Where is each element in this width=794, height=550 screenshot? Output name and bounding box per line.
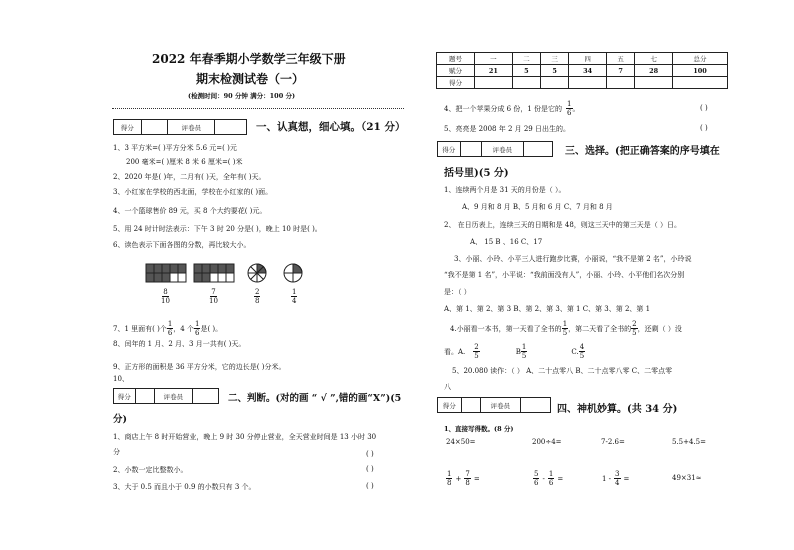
fraction-label-4: $\frac{1}{4}$ <box>292 288 297 305</box>
q10: 10、 <box>113 375 129 383</box>
calc-5: $\frac{1}{8}$ + $\frac{7}{8}$ = <box>447 470 480 487</box>
judge-q3-answer[interactable]: ( ) <box>366 482 374 490</box>
q3: 3、小红家在学校的西北面，学校在小红家的( )面。 <box>113 188 273 196</box>
grid-figure-2-shaded-cell <box>226 264 234 273</box>
judge-q5: 5、亮亮是 2008 年 2 月 29 日出生的。 <box>444 125 570 133</box>
reviewer-label: 评卷员 <box>168 120 215 134</box>
dotted-divider <box>112 108 404 109</box>
grid-figure-1-shaded-cell <box>162 273 170 282</box>
section-one-title: 一、认真想，细心填。（21 分） <box>256 121 406 133</box>
circle-figure-1 <box>248 264 266 282</box>
q9: 9、正方形的面积是 36 平方分米，它的边长是( )分米。 <box>113 363 286 371</box>
section-three-title-cont: 括号里)(5 分) <box>444 168 509 179</box>
grid-figure-1-shaded-cell <box>170 264 178 273</box>
score-table-de-row: 得分 <box>437 77 728 89</box>
q5: 5、用 24 时计时法表示：下午 3 时 20 分是( )，晚上 10 时是( )。 <box>113 225 322 233</box>
grid-figure-2-shaded-cell <box>194 273 202 282</box>
choice-q3-line-c: 是：（ ） <box>444 288 471 296</box>
choice-q1: 1、连续两个月是 31 天的月份是（ ）。 <box>444 186 566 194</box>
judge-q4: 4、把一个苹果分成 6 份，1 份是它的 $\frac{1}{6}$ 。 <box>444 100 580 117</box>
calc-6: $\frac{5}{6}$ - $\frac{1}{6}$ = <box>534 470 564 487</box>
choice-q2: 2、 在日历表上，连续三天的日期和是 48，则这三天中的第三天是（ ）日。 <box>444 221 682 229</box>
choice-q3-options: A、第 1、第 2、第 3 B、第 2、第 3、第 1 C、第 3、第 2、第 1 <box>444 305 651 313</box>
grid-figure-2-shaded-cell <box>202 264 210 273</box>
score-table <box>436 52 728 89</box>
choice-q5: 5、20.080 读作：（ ） A、二十点零八 B、二十点零八零 C、二零点零 <box>452 367 673 375</box>
score-table-header-row: 题号 一 二 三 四 五 七 总分 <box>437 53 728 65</box>
fraction-figures <box>144 262 324 286</box>
calc-4: 5.5+4.5= <box>672 438 706 446</box>
grid-figure-2-shaded-cell <box>218 264 226 273</box>
choice-q4: 4.小丽看一本书，第一天看了全书的 $\frac{1}{5}$ ，第二天看了全书的 $\frac{2}{5}$ ，还剩（ ）没 <box>450 320 682 337</box>
q2: 2、2020 年是( )年，二月有( )天，全年有( )天。 <box>113 173 266 181</box>
score-table-fu-row: 赋分 21 5 5 34 7 28 100 <box>437 65 728 77</box>
fraction-label-1: $\frac{8}{10}$ <box>161 288 170 305</box>
q7: 7、1 里面有( )个 $\frac{1}{6}$ ，4 个 $\frac{1}{6}$ 是( )。 <box>113 320 223 337</box>
exam-title: 2022 年春季期小学数学三年级下册 <box>152 52 346 66</box>
grid-figure-1-shaded-cell <box>146 273 154 282</box>
exam-info: (检测时间：90 分钟 满分：100 分) <box>188 92 296 100</box>
section-three-title: 三、选择。(把正确答案的序号填在 <box>565 146 720 157</box>
calc-2: 200÷4= <box>532 438 562 446</box>
grid-figure-1-shaded-cell <box>154 264 162 273</box>
section-four-title: 四、神机妙算。(共 34 分) <box>557 404 678 415</box>
grid-figure-2-shaded-cell <box>194 264 202 273</box>
choice-q1-options: A、9 月和 8 月 B、5 月和 6 月 C、7 月和 8 月 <box>462 203 613 211</box>
calc-7: 1 - $\frac{3}{4}$ = <box>602 470 630 487</box>
circle-figure-2 <box>284 264 302 282</box>
section-two-title-cont: 分) <box>113 414 127 425</box>
judge-q4-answer[interactable]: ( ) <box>700 104 708 112</box>
judge-q3: 3、大于 0.5 而且小于 0.9 的小数只有 3 个。 <box>113 483 256 491</box>
judge-q1a: 1、商店上午 8 时开始营业，晚上 9 时 30 分停止营业，全天营业时间是 13 小时 30 <box>113 433 377 441</box>
choice-q5-cont: 八 <box>444 383 451 391</box>
calc-8: 49×31≈ <box>672 474 702 482</box>
grid-figure-2-shaded-cell <box>202 273 210 282</box>
q6: 6、读色表示下面各图的分数，再比较大小。 <box>113 241 251 249</box>
judge-q1-answer[interactable]: ( ) <box>366 450 374 458</box>
judge-q2: 2、小数一定比整数小。 <box>113 466 188 474</box>
q8: 8、闰年的 1 月、2 月、3 月一共有( )天。 <box>113 340 246 348</box>
choice-q2-options: A、 15 B 、16 C、17 <box>470 238 543 246</box>
grid-figure-2-shaded-cell <box>210 264 218 273</box>
judge-q2-answer[interactable]: ( ) <box>366 465 374 473</box>
q4: 4、一个篮球售价 89 元，买 8 个大约要花( )元。 <box>113 207 267 215</box>
calc-subtitle: 1、直接写得数。(8 分) <box>444 425 514 433</box>
grid-figure-1-shaded-cell <box>162 264 170 273</box>
grid-figure-1-shaded-cell <box>178 264 186 273</box>
grid-figure-1-shaded-cell <box>146 264 154 273</box>
exam-subtitle: 期末检测试卷（一） <box>196 72 305 86</box>
grader-box-1 <box>113 119 247 135</box>
grid-figure-1-shaded-cell <box>154 273 162 282</box>
judge-q1b: 分 <box>113 448 120 456</box>
section-two-title: 二、判断。(对的画 “ √ ”,错的画“X”)(5 <box>228 393 402 404</box>
calc-3: 7-2.6= <box>601 438 625 446</box>
choice-q3-line-a: 3、小丽、小玲、小平三人进行跑步比赛，小丽说，“我不是第 2 名”，小玲说 <box>454 255 692 263</box>
fraction-label-3: $\frac{2}{8}$ <box>255 288 260 305</box>
choice-q3-line-b: “我不是第 1 名”，小平说：“我前面没有人”，小丽、小玲、小平他们名次分别 <box>444 271 685 279</box>
q1-line-b: 200 毫米=( )厘米 8 米 6 厘米=( )米 <box>126 158 243 166</box>
grader-box-4: 得分 评卷员 <box>437 397 551 413</box>
fraction-label-2: $\frac{7}{10}$ <box>209 288 218 305</box>
judge-q5-answer[interactable]: ( ) <box>700 124 708 132</box>
score-label: 得分 <box>114 120 142 134</box>
grader-box-3: 得分 评卷员 <box>437 141 553 157</box>
choice-q4-options: 看。A. $\frac{2}{5}$ B $\frac{1}{5}$ C. $\frac{4}{5}$ <box>444 343 585 360</box>
q1-line-a: 1、3 平方米=( )平方分米 5.6 元=( )元 <box>113 144 237 152</box>
calc-1: 24×50= <box>446 438 476 446</box>
grader-box-2: 得分 评卷员 <box>113 388 219 404</box>
